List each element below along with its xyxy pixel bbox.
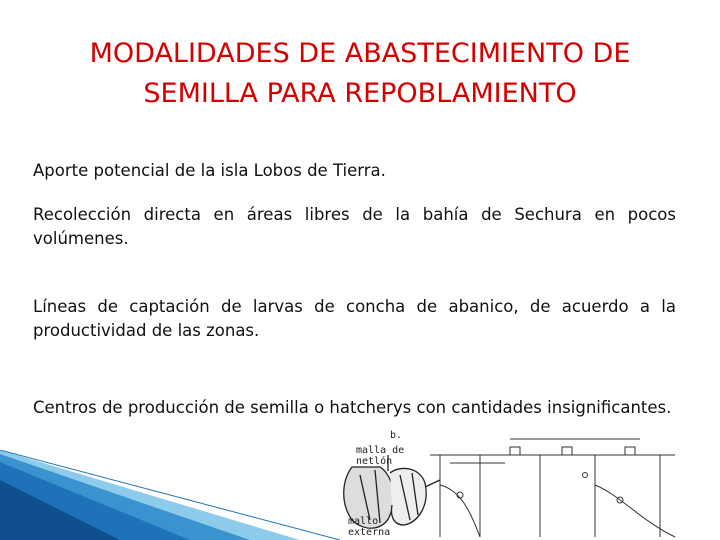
bullet-item-3: Líneas de captación de larvas de concha de abanico, de acuerdo a la productividad de las zonas. <box>33 297 676 340</box>
corner-decoration <box>0 450 340 540</box>
bullet-item-2: Recolección directa en áreas libres de la bahía de Sechura en pocos volúmenes. <box>33 205 676 248</box>
diagram-label-malla-externa <box>348 516 390 538</box>
bullet-item-1: Aporte potencial de la isla Lobos de Tierra. <box>33 161 386 180</box>
diagram-label-malla-ext-2: externa <box>348 527 391 538</box>
bullet-item-4: Centros de producción de semilla o hatcherys con cantidades insignificantes. <box>33 398 672 417</box>
diagram-label-malla-2: netlón <box>356 456 393 467</box>
diagram-label-malla <box>356 445 404 467</box>
diagram-label-b: b. <box>390 430 403 441</box>
diagram-label-malla-1: malla de <box>356 445 405 456</box>
long-line-structure <box>430 439 675 537</box>
title-line-2: SEMILLA PARA REPOBLAMIENTO <box>143 78 577 109</box>
slide-title <box>0 34 720 114</box>
title-line-1: MODALIDADES DE ABASTECIMIENTO DE <box>89 38 631 69</box>
diagram-label-malla-ext-1: mallo <box>348 516 379 527</box>
